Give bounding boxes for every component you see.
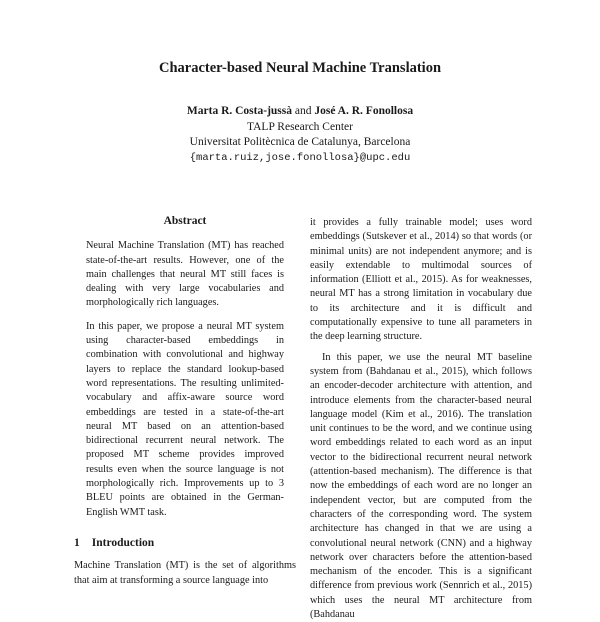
- author-conjunction: and: [294, 105, 312, 117]
- left-column: [74, 214, 296, 588]
- right-column: [310, 216, 532, 622]
- abstract-body: [74, 239, 296, 520]
- author-name-1: Marta R. Costa-jussà: [186, 105, 292, 117]
- author-email: {marta.ruiz,jose.fonollosa}@upc.edu: [189, 151, 411, 164]
- body-paragraph-2: In this paper, we use the neural MT baseline system from (Bahdanau et al., 2015), which follows an encoder-decoder architecture with attention, and introduce elements from the character-based neural language model (Kim et al., 2016). The translation unit continues to be the word, and we continue using word embeddings related to each word as an input vector to the bidirectional recurrent neural network (attention-based mechanism). The difference is that now the embeddings of each word are no longer an independent vector, but are computed from the characters of the corresponding word. The system architecture has changed in that we are using a convolutional neural network (CNN) and a highway network over characters before the attention-based mechanism of the encoder. This is a significant difference from previous work (Sennrich et al., 2015) which uses the neural MT architecture from (Bahdanau: [310, 351, 532, 621]
- paper-title: Character-based Neural Machine Translation: [158, 60, 442, 76]
- body-paragraph-1: it provides a fully trainable model; uses word embeddings (Sutskever et al., 2014) so that words (or minimal units) are not independent anymore; and is easily extendable to multimodal sources of information (Elliott et al., 2015). As for weaknesses, neural MT has a strong limitation in vocabulary due to its architecture and it is difficult and computationally expensive to tune all parameters in the deep learning structure.: [310, 217, 532, 343]
- affiliation-lab: TALP Research Center: [247, 120, 353, 133]
- author-line: [0, 104, 600, 120]
- section-title: Introduction: [91, 536, 155, 549]
- abstract-paragraph-2: In this paper, we propose a neural MT system using character-based embeddings in combination with convolutional and highway layers to replace the standard lookup-based word representations. The resulting unlimited-vocabulary and affix-aware source word embeddings are tested in a state-of-the-art neural MT based on an attention-based bidirectional recurrent neural network. The proposed MT scheme provides improved results even when the source language is not morphologically rich. Improvements up to 3 BLEU points are obtained in the German-English WMT task.: [86, 320, 284, 518]
- author-name-2: José A. R. Fonollosa: [314, 105, 414, 117]
- section-heading-introduction: [74, 536, 296, 550]
- affiliation-university: Universitat Politècnica de Catalunya, Barcelona: [189, 136, 411, 148]
- author-block: [0, 104, 600, 166]
- abstract-paragraph-1: Neural Machine Translation (MT) has reached state-of-the-art results. However, one of the main challenges that neural MT still faces is dealing with very large vocabularies and morphologically rich languages.: [86, 240, 284, 309]
- section-number: 1: [74, 536, 80, 549]
- intro-paragraph: Machine Translation (MT) is the set of algorithms that aim at transforming a source language into: [74, 560, 296, 586]
- abstract-heading: Abstract: [163, 215, 207, 227]
